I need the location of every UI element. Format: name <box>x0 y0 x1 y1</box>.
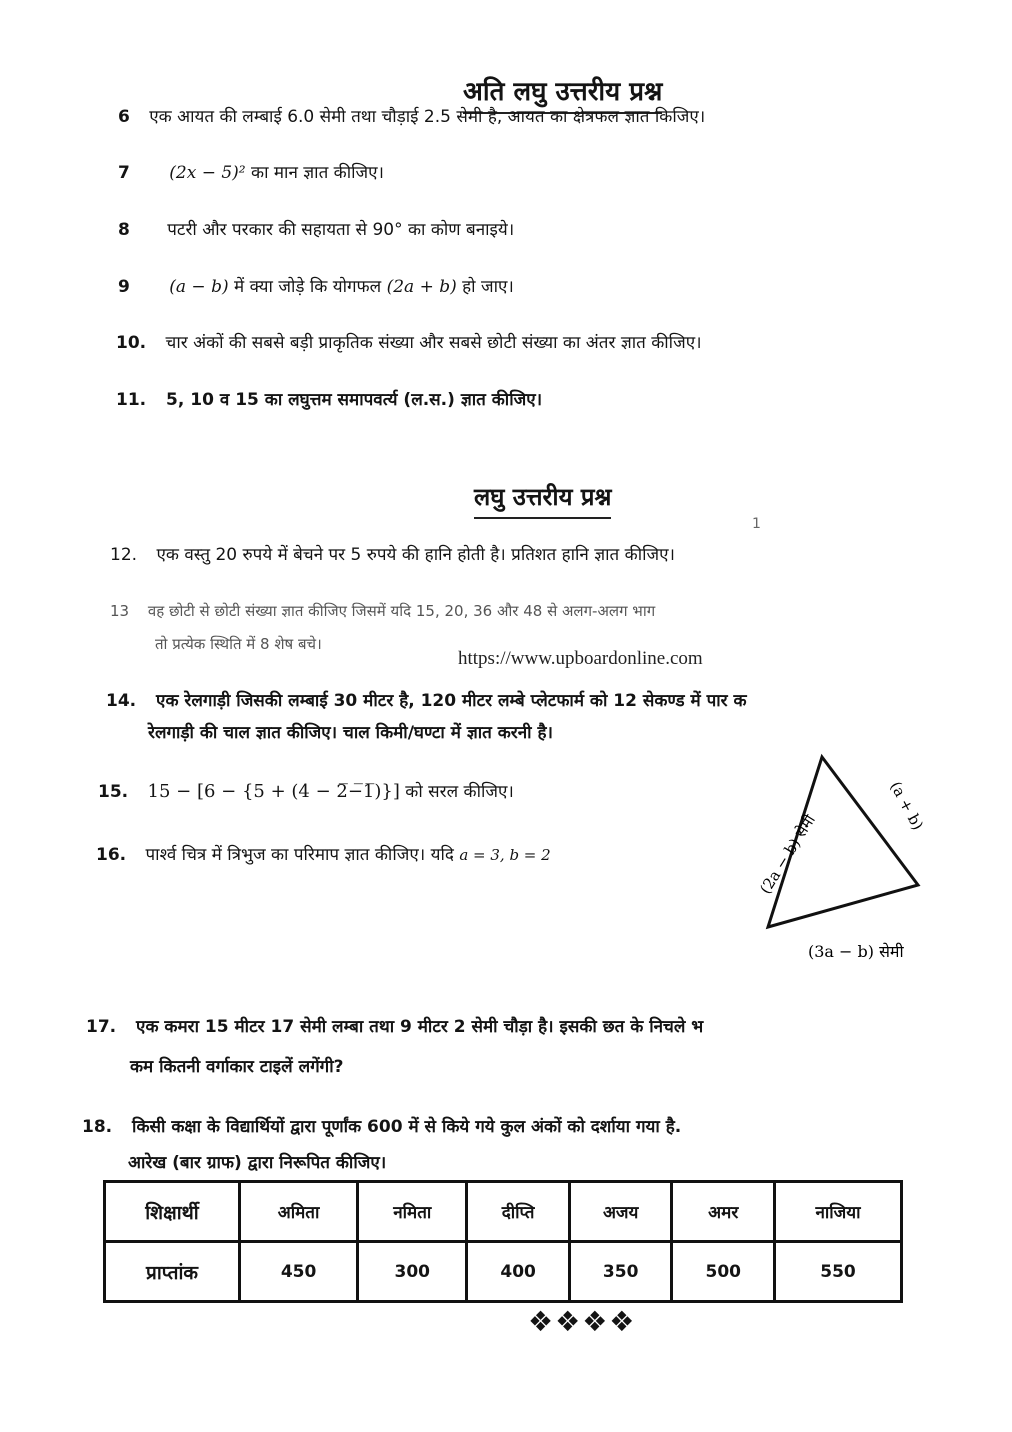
student-mark: 350 <box>569 1242 672 1302</box>
question-text: चार अंकों की सबसे बड़ी प्राकृतिक संख्या और सबसे छोटी संख्या का अंतर ज्ञात कीजिए। <box>165 333 702 353</box>
question-text: पटरी और परकार की सहायता से 90° का कोण बनाइये। <box>167 220 515 240</box>
end-ornament: ❖❖❖❖ <box>528 1305 637 1338</box>
student-name: दीप्ति <box>467 1182 570 1242</box>
question-13-line2: तो प्रत्येक स्थिति में 8 शेष बचे। <box>155 635 322 653</box>
math-expression: (2x − 5)² <box>169 163 246 183</box>
question-number: 9 <box>118 277 130 297</box>
question-12 <box>110 540 675 570</box>
question-text: वह छोटी से छोटी संख्या ज्ञात कीजिए जिसमें यदि 15, 20, 36 और 48 से अलग-अलग भाग <box>147 602 656 620</box>
table-row <box>105 1182 902 1242</box>
table-row-label: शिक्षार्थी <box>105 1182 240 1242</box>
student-mark: 450 <box>240 1242 358 1302</box>
student-mark: 400 <box>467 1242 570 1302</box>
question-number: 8 <box>118 220 130 240</box>
question-text: एक रेलगाड़ी जिसकी लम्बाई 30 मीटर है, 120 मीटर लम्बे प्लेटफार्म को 12 सेकण्ड में पार क <box>156 691 747 711</box>
triangle-right-side-label: (a + b) <box>886 778 927 834</box>
question-text: 5, 10 व 15 का लघुत्तम समापवर्त्य (ल.स.) ज्ञात कीजिए। <box>166 390 543 410</box>
stray-mark: 1 <box>752 516 761 532</box>
student-name: अजय <box>569 1182 672 1242</box>
question-text: एक कमरा 15 मीटर 17 सेमी लम्बा तथा 9 मीटर 2 सेमी चौड़ा है। इसकी छत के निचले भ <box>136 1017 704 1037</box>
question-number: 14. <box>106 691 137 711</box>
student-name: नाजिया <box>775 1182 902 1242</box>
student-name: नमिता <box>358 1182 467 1242</box>
math-expression: (a − b) <box>169 277 229 297</box>
marks-table <box>103 1180 903 1303</box>
table-row-label: प्राप्तांक <box>105 1242 240 1302</box>
question-text: को सरल कीजिए। <box>405 782 514 802</box>
question-text: एक आयत की लम्बाई 6.0 सेमी तथा चौड़ाई 2.5 सेमी है, आयत का क्षेत्रफल ज्ञात किजिए। <box>149 107 706 127</box>
math-expression: 15 − [6 − {5 + (4 − 2̅−̅1̅)}] <box>147 781 400 802</box>
question-11 <box>116 385 542 415</box>
question-9 <box>118 272 514 302</box>
student-mark: 550 <box>775 1242 902 1302</box>
triangle-figure <box>730 745 930 975</box>
question-6 <box>118 102 705 132</box>
question-15 <box>98 777 514 807</box>
question-number: 15. <box>98 782 129 802</box>
question-number: 6 <box>118 107 130 127</box>
question-number: 16. <box>96 845 127 865</box>
question-text: का मान ज्ञात कीजिए। <box>251 163 384 183</box>
question-text: एक वस्तु 20 रुपये में बेचने पर 5 रुपये की हानि होती है। प्रतिशत हानि ज्ञात कीजिए। <box>156 545 675 565</box>
question-17-line2: कम कितनी वर्गाकार टाइलें लगेंगी? <box>130 1057 344 1077</box>
question-number: 17. <box>86 1017 117 1037</box>
triangle-base-label: (3a − b) सेमी <box>808 942 904 961</box>
question-number: 12. <box>110 545 138 565</box>
question-number: 11. <box>116 390 147 410</box>
math-expression: a = 3, b = 2 <box>459 846 551 864</box>
student-name: अमर <box>672 1182 775 1242</box>
question-number: 10. <box>116 333 147 353</box>
question-10 <box>116 328 702 358</box>
triangle-left-side-label: (2a − b) सेमी <box>756 811 819 898</box>
question-text: हो जाए। <box>462 277 514 297</box>
question-text: किसी कक्षा के विद्यार्थियों द्वारा पूर्णांक 600 में से किये गये कुल अंकों को दर्शाया गया है. <box>132 1117 682 1137</box>
math-expression: (2a + b) <box>386 277 457 297</box>
question-16 <box>96 840 551 870</box>
question-13 <box>110 596 655 626</box>
student-mark: 500 <box>672 1242 775 1302</box>
question-text: पार्श्व चित्र में त्रिभुज का परिमाप ज्ञात कीजिए। यदि <box>145 845 454 865</box>
question-8 <box>118 215 514 245</box>
question-17 <box>86 1012 703 1042</box>
question-18-line2: आरेख (बार ग्राफ) द्वारा निरूपित कीजिए। <box>128 1153 387 1173</box>
question-18 <box>82 1112 681 1142</box>
section-heading-short: लघु उत्तरीय प्रश्न <box>474 480 611 519</box>
section-heading-very-short: अति लघु उत्तरीय प्रश्न <box>463 72 662 114</box>
watermark-url: https://www.upboardonline.com <box>458 648 703 669</box>
question-text: में क्या जोड़े कि योगफल <box>234 277 382 297</box>
table-row <box>105 1242 902 1302</box>
student-name: अमिता <box>240 1182 358 1242</box>
question-number: 7 <box>118 163 130 183</box>
question-number: 13 <box>110 602 130 620</box>
question-number: 18. <box>82 1117 113 1137</box>
question-7 <box>118 158 384 188</box>
question-14-line2: रेलगाड़ी की चाल ज्ञात कीजिए। चाल किमी/घण्टा में ज्ञात करनी है। <box>148 723 553 743</box>
student-mark: 300 <box>358 1242 467 1302</box>
question-14 <box>106 686 747 716</box>
